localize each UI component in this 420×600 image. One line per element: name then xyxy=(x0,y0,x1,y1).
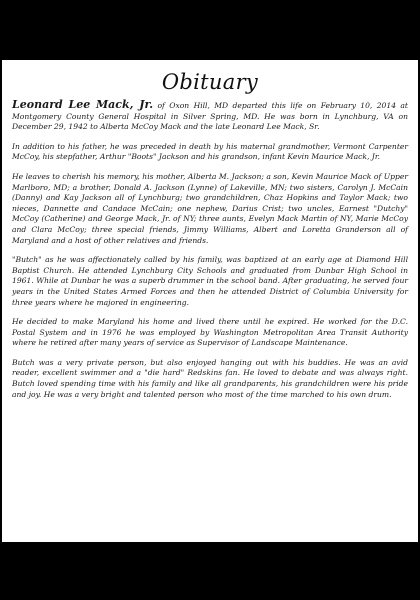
career-paragraph: He decided to make Maryland his home and lived there until he expired. He worked for the D.C. Postal System and in 1976 he was employed by Washington Metropolitan Area Transit Authority where he retired after many years of service as Supervisor of Landscape Maintenance. xyxy=(12,317,408,348)
intro-paragraph xyxy=(12,100,408,133)
personal-paragraph: Butch was a very private person, but also enjoyed hanging out with his buddies. He was an avid reader, excellent swimmer and a "die hard" Redskins fan. He loved to debate and was always right. Butch loved spending time with his family and like all grandparents, his grandchildren were his pride and joy. He was a very bright and talented person who most of the time marched to his own drum. xyxy=(12,357,408,399)
deceased-name: Leonard Lee Mack, Jr. xyxy=(12,98,154,111)
bottom-black-bar xyxy=(0,542,420,600)
early-life-paragraph: "Butch" as he was affectionately called by his family, was baptized at an early age at Diamond Hill Baptist Church. He attended Lynchburg City Schools and graduated from Dunbar High School in 1961. While at Dunbar he was a superb drummer in the school band. After graduating, he served four years in the United States Armed Forces and then he attended District of Columbia University for three years where he majored in engineering. xyxy=(12,255,408,307)
intro-text: of Oxon Hill, MD departed this life on February 10, 2014 at Montgomery County General Hospital in Silver Spring, MD. He was born in Lynchburg, VA on December 29, 1942 to Alberta McCoy Mack and the late Leonard Lee Mack, Sr. xyxy=(12,101,408,132)
page-title: Obituary xyxy=(161,70,259,94)
top-black-bar xyxy=(0,0,420,60)
preceded-paragraph: In addition to his father, he was preceded in death by his maternal grandmother, Vermont Carpenter McCoy, his stepfather, Arthur "Boots" Jackson and his grandson, infant Kevin Maurice Mack, Jr. xyxy=(12,141,408,162)
survivors-paragraph: He leaves to cherish his memory, his mother, Alberta M. Jackson; a son, Kevin Maurice Mack of Upper Marlboro, MD; a brother, Donald A. Jackson (Lynne) of Lakeville, MN; two sisters, Carolyn J. McCain (Danny) and Kay Jackson all of Lynchburg; two grandchildren, Chaz Hopkins and Taylor Mack; two nieces, Dannette and Candace McCain; one nephew, Darius Crist; two uncles, Earnest "Dutchy" McCoy (Catherine) and George Mack, Jr. of NY; three aunts, Evelyn Mack Martin of NY, Marie McCoy and Clara McCoy; three special friends, Jimmy Williams, Albert and Loretta Granderson all of Maryland and a host of other relatives and friends. xyxy=(12,171,408,245)
obituary-page xyxy=(2,60,418,542)
